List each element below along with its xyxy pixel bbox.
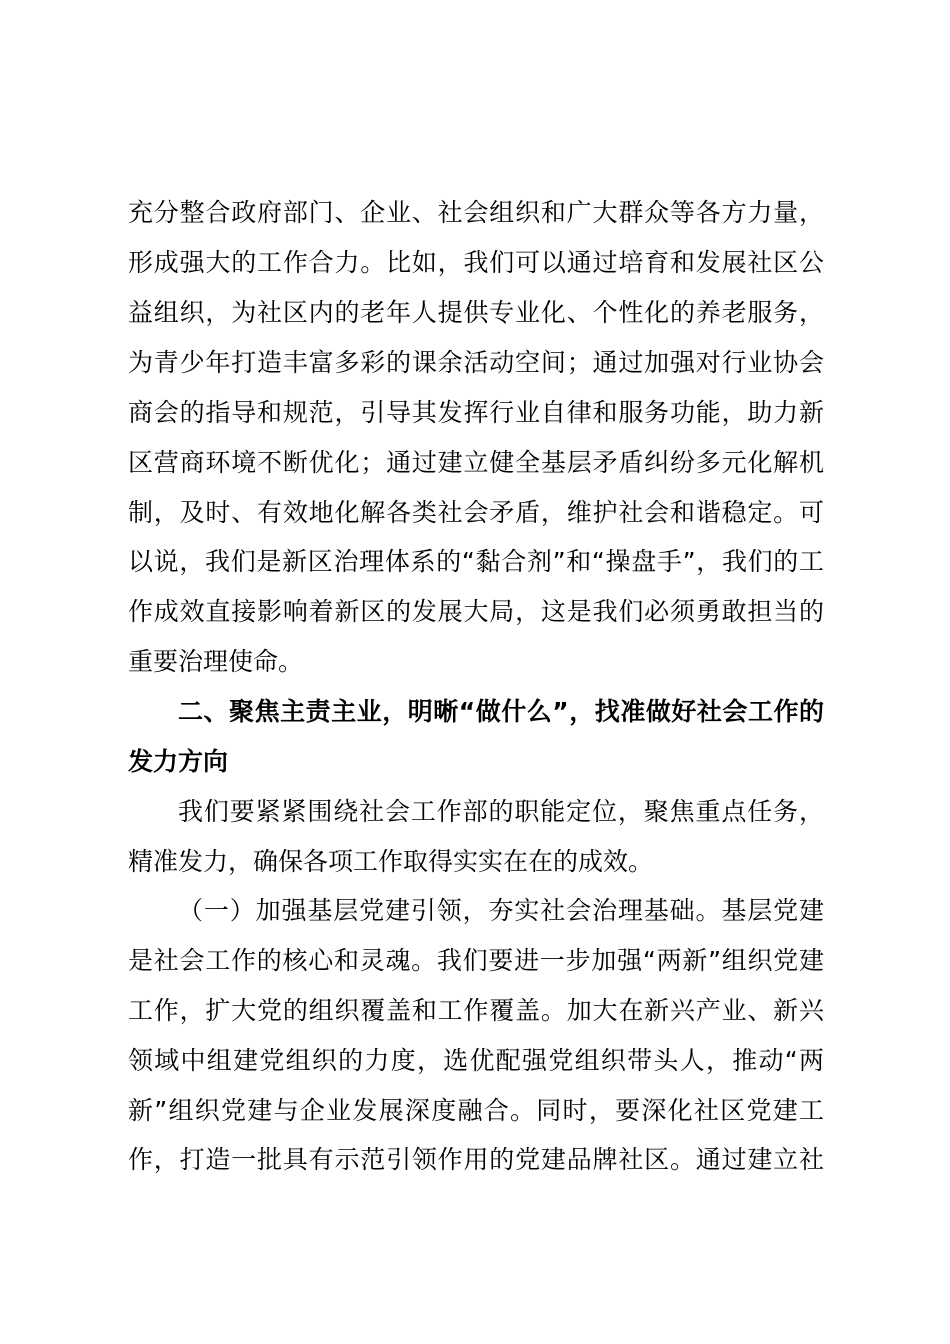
body-text-line: 领域中组建党组织的力度，选优配强党组织带头人，推动“两 [128,1046,824,1075]
section-heading: 发力方向 [128,747,229,776]
body-text-line: 形成强大的工作合力。比如，我们可以通过培育和发展社区公 [128,248,824,277]
body-text-line: 重要治理使命。 [128,647,304,676]
body-text-line: 我们要紧紧围绕社会工作部的职能定位，聚焦重点任务， [178,797,824,826]
subsection-line: （一）加强基层党建引领，夯实社会治理基础。基层党建 [178,896,824,925]
body-text-line: 新”组织党建与企业发展深度融合。同时，要深化社区党建工 [128,1096,824,1125]
body-text-line: 为青少年打造丰富多彩的课余活动空间；通过加强对行业协会 [128,348,824,377]
body-text-line: 是社会工作的核心和灵魂。我们要进一步加强“两新”组织党建 [128,946,824,975]
body-text-line: 工作，扩大党的组织覆盖和工作覆盖。加大在新兴产业、新兴 [128,996,824,1025]
body-text-line: 以说，我们是新区治理体系的“黏合剂”和“操盘手”，我们的工 [128,547,824,576]
body-text-line: 精准发力，确保各项工作取得实实在在的成效。 [128,847,654,876]
body-text-line: 充分整合政府部门、企业、社会组织和广大群众等各方力量， [128,198,824,227]
body-text-line: 商会的指导和规范，引导其发挥行业自律和服务功能，助力新 [128,398,824,427]
section-heading: 二、聚焦主责主业，明晰“做什么”，找准做好社会工作的 [178,697,824,726]
body-text-line: 益组织，为社区内的老年人提供专业化、个性化的养老服务， [128,298,824,327]
body-text-line: 作成效直接影响着新区的发展大局，这是我们必须勇敢担当的 [128,597,824,626]
body-text-line: 区营商环境不断优化；通过建立健全基层矛盾纠纷多元化解机 [128,448,824,477]
body-text-line: 制，及时、有效地化解各类社会矛盾，维护社会和谐稳定。可 [128,498,824,527]
body-text-line: 作，打造一批具有示范引领作用的党建品牌社区。通过建立社 [128,1145,824,1174]
